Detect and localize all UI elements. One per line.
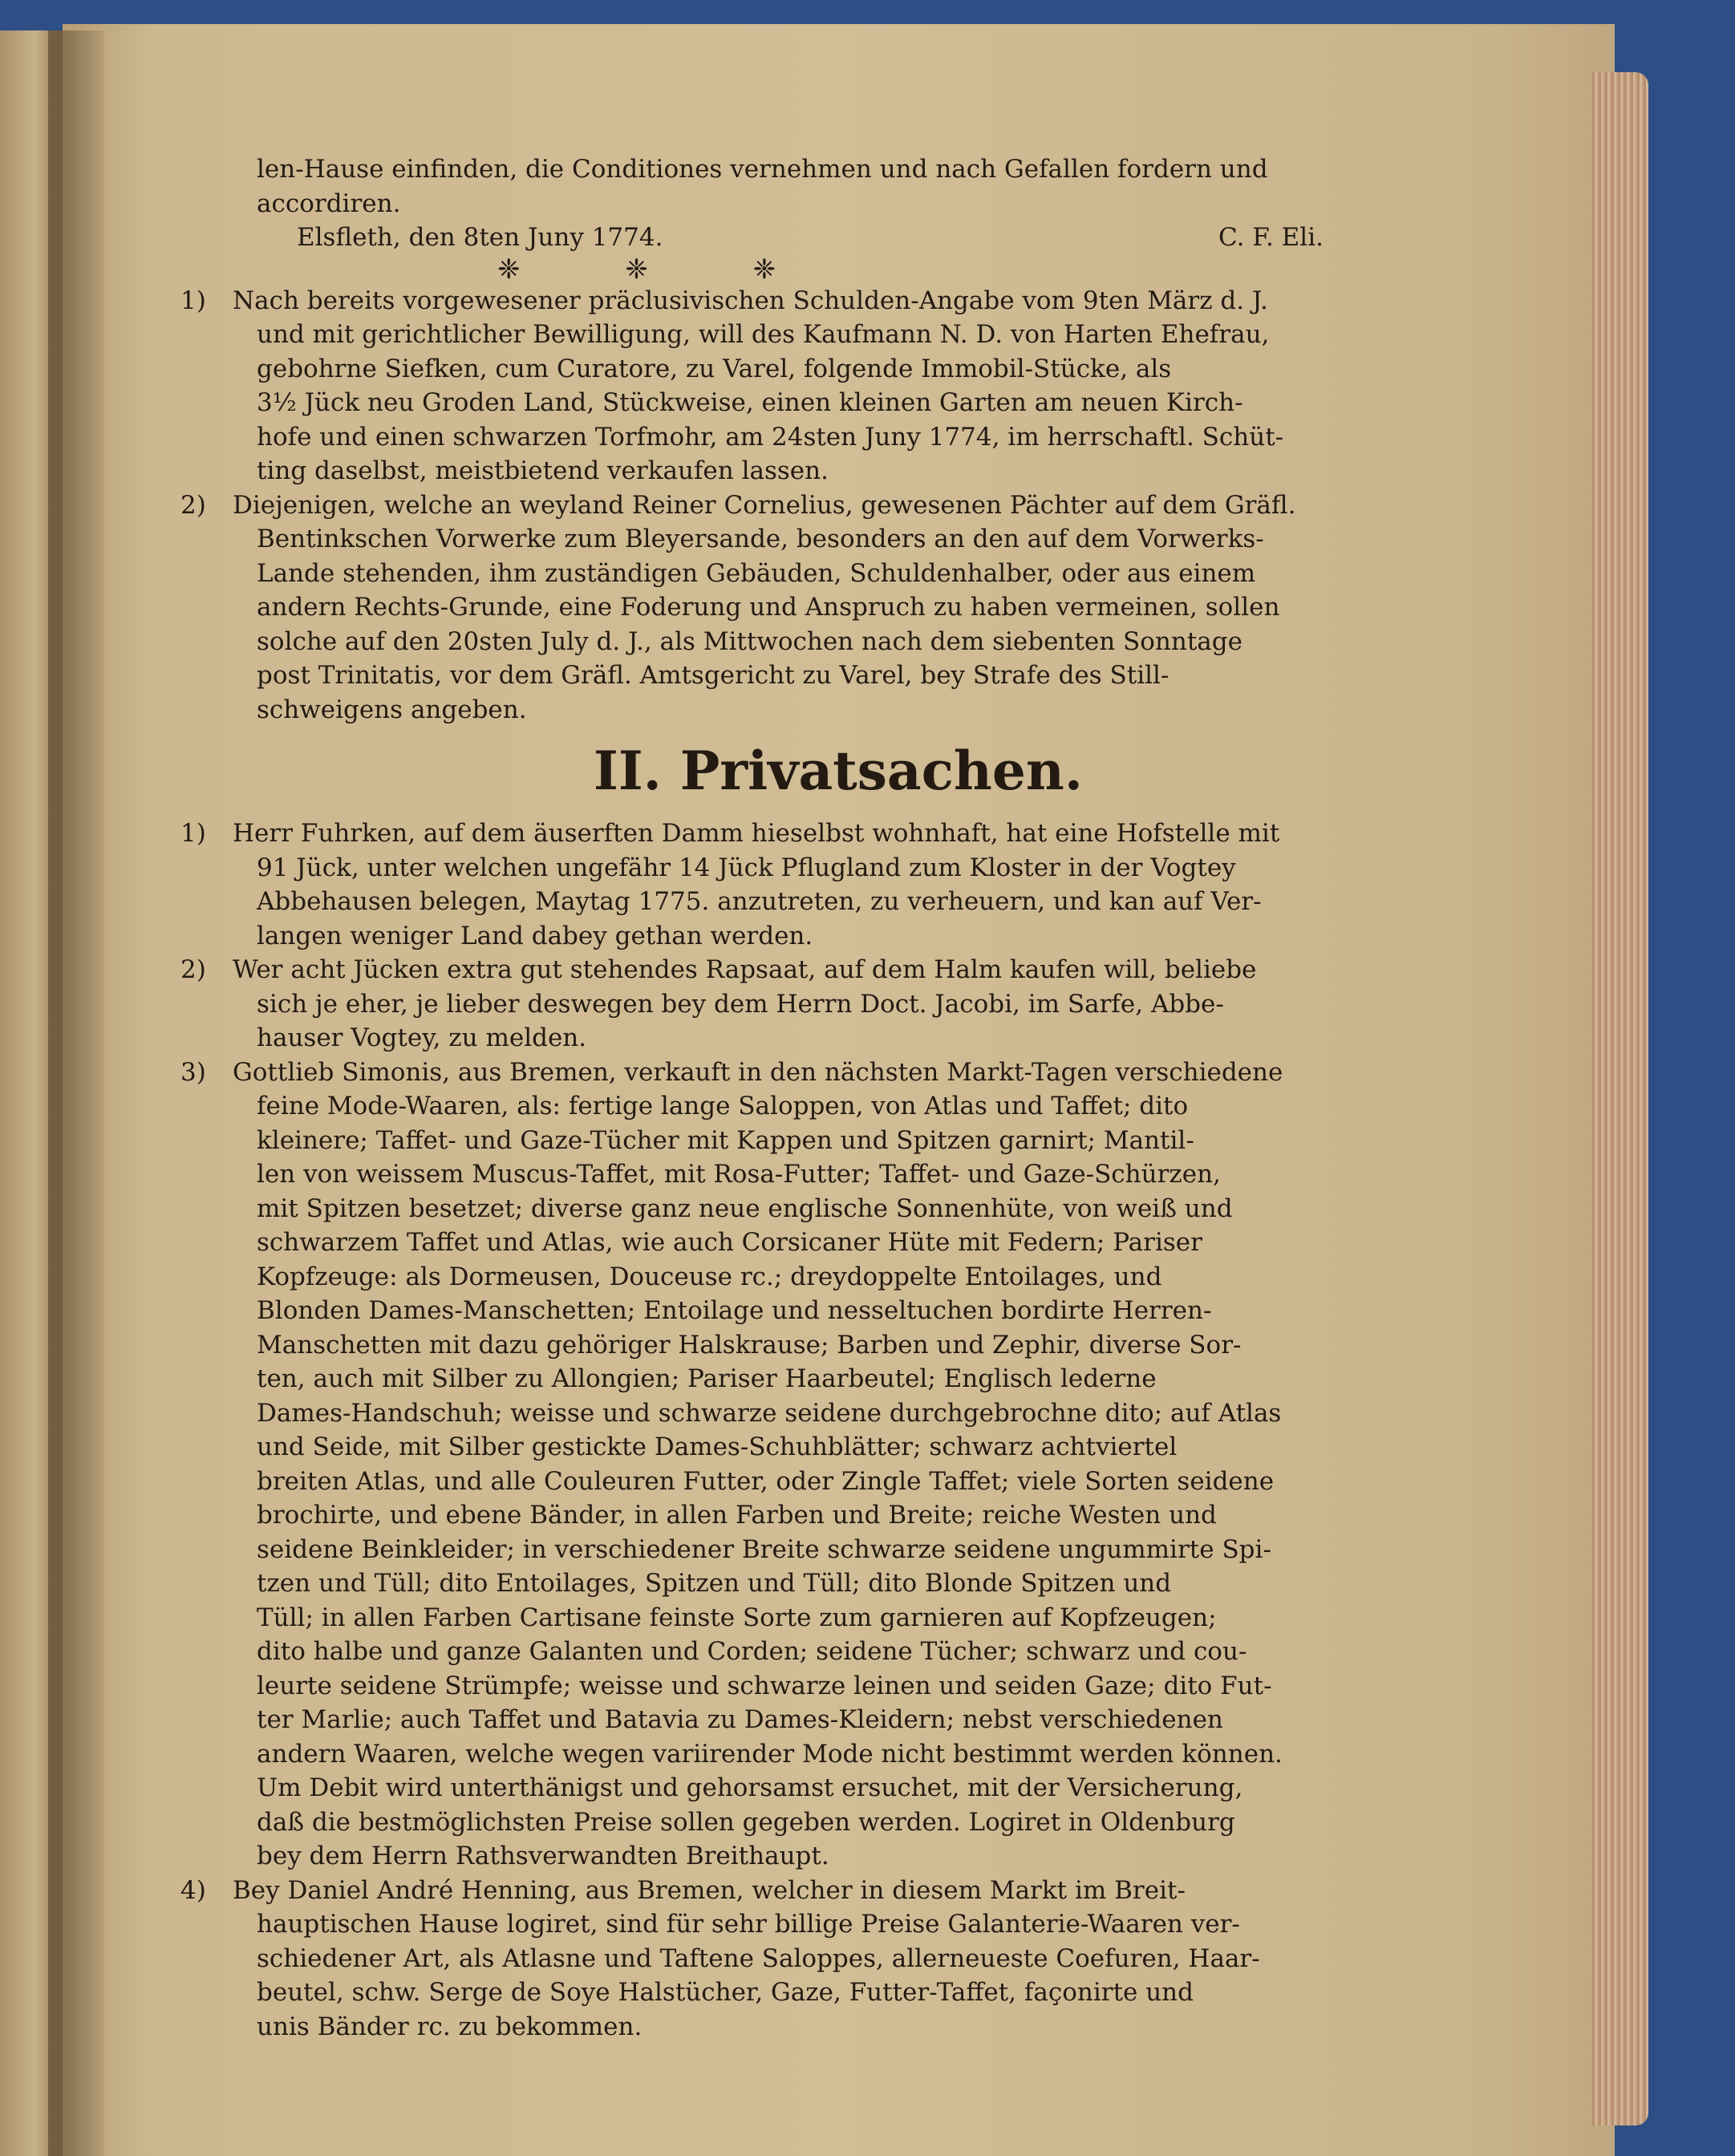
ornament-divider: ❈ ❈ ❈ (497, 253, 825, 286)
text-line: dito halbe und ganze Galanten und Corden; seidene Tücher; schwarz und cou- (257, 1637, 1247, 1666)
text-line: bey dem Herrn Rathsverwandten Breithaupt. (257, 1842, 829, 1870)
text-line: Abbehausen belegen, Maytag 1775. anzutreten, zu verheuern, und kan auf Ver- (257, 887, 1262, 916)
text-line: brochirte, und ebene Bänder, in allen Farben und Breite; reiche Westen und (257, 1501, 1217, 1530)
text-line: kleinere; Taffet- und Gaze-Tücher mit Kappen und Spitzen garnirt; Mantil- (257, 1125, 1194, 1155)
text-line: Wer acht Jücken extra gut stehendes Rapsaat, auf dem Halm kaufen will, beliebe (233, 955, 1257, 984)
text-line: tzen und Tüll; dito Entoilages, Spitzen und Tüll; dito Blonde Spitzen und (257, 1569, 1172, 1598)
text-line: Gottlieb Simonis, aus Bremen, verkauft in den nächsten Markt-Tagen verschiedene (233, 1057, 1283, 1087)
text-line: post Trinitatis, vor dem Gräfl. Amtsgericht zu Varel, bey Strafe des Still- (257, 661, 1170, 690)
text-line: hauser Vogtey, zu melden. (257, 1023, 587, 1052)
text-line: andern Waaren, welche wegen variirender Mode nicht bestimmt werden können. (257, 1739, 1283, 1769)
text-line: unis Bänder rc. zu bekommen. (257, 2012, 643, 2041)
entry-number: 1) (180, 286, 206, 315)
text-line: beutel, schw. Serge de Soye Halstücher, Gaze, Futter-Taffet, façonirte und (257, 1978, 1194, 2007)
entry-number: 3) (180, 1057, 206, 1087)
notice-entry (180, 488, 1348, 727)
text-line: len-Hause einfinden, die Conditiones vernehmen und nach Gefallen fordern und (257, 155, 1268, 184)
text-line: feine Mode-Waaren, als: fertige lange Saloppen, von Atlas und Taffet; dito (257, 1092, 1189, 1121)
entry-number: 4) (180, 1875, 206, 1905)
place-date: Elsfleth, den 8ten Juny 1774. (297, 223, 663, 252)
text-line: Um Debit wird unterthänigst und gehorsamst ersuchet, mit der Versicherung, (257, 1773, 1243, 1802)
text-line: Dames-Handschuh; weisse und schwarze seidene durchgebrochne dito; auf Atlas (257, 1398, 1282, 1428)
text-line: ting daselbst, meistbietend verkaufen lassen. (257, 456, 829, 485)
text-line: schiedener Art, als Atlasne und Taftene Saloppes, allerneueste Coefuren, Haar- (257, 1943, 1260, 1973)
text-line: schweigens angeben. (257, 695, 527, 724)
text-line: Bentinkschen Vorwerke zum Bleyersande, besonders an den auf dem Vorwerks- (257, 525, 1264, 553)
notice-entry (180, 817, 1348, 953)
text-line: Nach bereits vorgewesener präclusivischen Schulden-Angabe vom 9ten März d. J. (233, 286, 1268, 315)
text-line: und Seide, mit Silber gestickte Dames-Schuhblätter; schwarz achtviertel (257, 1433, 1178, 1461)
text-line: sich je eher, je lieber deswegen bey dem Herrn Doct. Jacobi, im Sarfe, Abbe- (257, 989, 1224, 1019)
text-line: leurte seidene Strümpfe; weisse und schwarze leinen und seiden Gaze; dito Fut- (257, 1671, 1272, 1700)
text-line: und mit gerichtlicher Bewilligung, will des Kaufmann N. D. von Harten Ehefrau, (257, 320, 1270, 349)
notice-entry (180, 1874, 1348, 2045)
text-line: Kopfzeuge: als Dormeusen, Douceuse rc.; dreydoppelte Entoilages, und (257, 1262, 1162, 1291)
text-line: solche auf den 20sten July d. J., als Mittwochen nach dem siebenten Sonntage (257, 626, 1242, 656)
text-line: andern Rechts-Grunde, eine Foderung und Anspruch zu haben vermeinen, sollen (257, 593, 1280, 622)
text-line: Lande stehenden, ihm zuständigen Gebäuden, Schuldenhalber, oder aus einem (257, 558, 1256, 588)
text-line: Manschetten mit dazu gehöriger Halskrause; Barben und Zephir, diverse Sor- (257, 1330, 1242, 1360)
text-line: ter Marlie; auch Taffet und Batavia zu Dames-Kleidern; nebst verschiedenen (257, 1705, 1223, 1734)
text-line: Tüll; in allen Farben Cartisane feinste Sorte zum garnieren auf Kopfzeugen; (257, 1603, 1217, 1632)
book-gutter (48, 30, 104, 2156)
text-line: 91 Jück, unter welchen ungefähr 14 Jück Pflugland zum Kloster in der Vogtey (257, 853, 1236, 882)
text-line: langen weniger Land dabey gethan werden. (257, 921, 813, 950)
text-line: hofe und einen schwarzen Torfmohr, am 24sten Juny 1774, im herrschaftl. Schüt- (257, 422, 1284, 452)
text-line: Bey Daniel André Henning, aus Bremen, welcher in diesem Markt im Breit- (233, 1875, 1186, 1905)
text-line: breiten Atlas, und alle Couleuren Futter, oder Zingle Taffet; viele Sorten seidene (257, 1466, 1275, 1496)
dateline (257, 221, 1348, 255)
entry-number: 1) (180, 819, 206, 848)
section-heading: II. Privatsachen. (594, 740, 1083, 802)
page-block-edges (1592, 72, 1648, 2126)
notice-entry (180, 953, 1348, 1056)
entry-number: 2) (180, 955, 206, 984)
text-line: Diejenigen, welche an weyland Reiner Cornelius, gewesenen Pächter auf dem Gräfl. (233, 490, 1296, 520)
text-line: daß die bestmöglichsten Preise sollen gegeben werden. Logiret in Oldenburg (257, 1807, 1235, 1837)
text-line: Blonden Dames-Manschetten; Entoilage und nesseltuchen bordirte Herren- (257, 1296, 1212, 1325)
text-line: schwarzem Taffet und Atlas, wie auch Corsicaner Hüte mit Federn; Pariser (257, 1228, 1202, 1257)
notice-entry (180, 1056, 1348, 1874)
text-line: len von weissem Muscus-Taffet, mit Rosa-Futter; Taffet- und Gaze-Schürzen, (257, 1160, 1221, 1189)
entry-number: 2) (180, 490, 206, 520)
text-line: mit Spitzen besetzet; diverse ganz neue englische Sonnenhüte, von weiß und (257, 1194, 1233, 1223)
page-text (180, 152, 1348, 2044)
signature: C. F. Eli. (1218, 223, 1324, 252)
private-notices (180, 817, 1348, 2044)
text-line: Herr Fuhrken, auf dem äuserften Damm hieselbst wohnhaft, hat eine Hofstelle mit (233, 819, 1280, 848)
text-line: accordiren. (257, 188, 401, 218)
notice-entry (180, 284, 1348, 488)
text-line: gebohrne Siefken, cum Curatore, zu Varel, folgende Immobil-Stücke, als (257, 354, 1172, 383)
text-line: 3½ Jück neu Groden Land, Stückweise, einen kleinen Garten am neuen Kirch- (257, 388, 1243, 417)
text-line: hauptischen Hause logiret, sind für sehr billige Preise Galanterie-Waaren ver- (257, 1910, 1240, 1939)
public-notices (180, 284, 1348, 727)
text-line: ten, auch mit Silber zu Allongien; Pariser Haarbeutel; Englisch lederne (257, 1364, 1157, 1393)
text-line: seidene Beinkleider; in verschiedener Breite schwarze seidene ungummirte Spi- (257, 1534, 1271, 1564)
